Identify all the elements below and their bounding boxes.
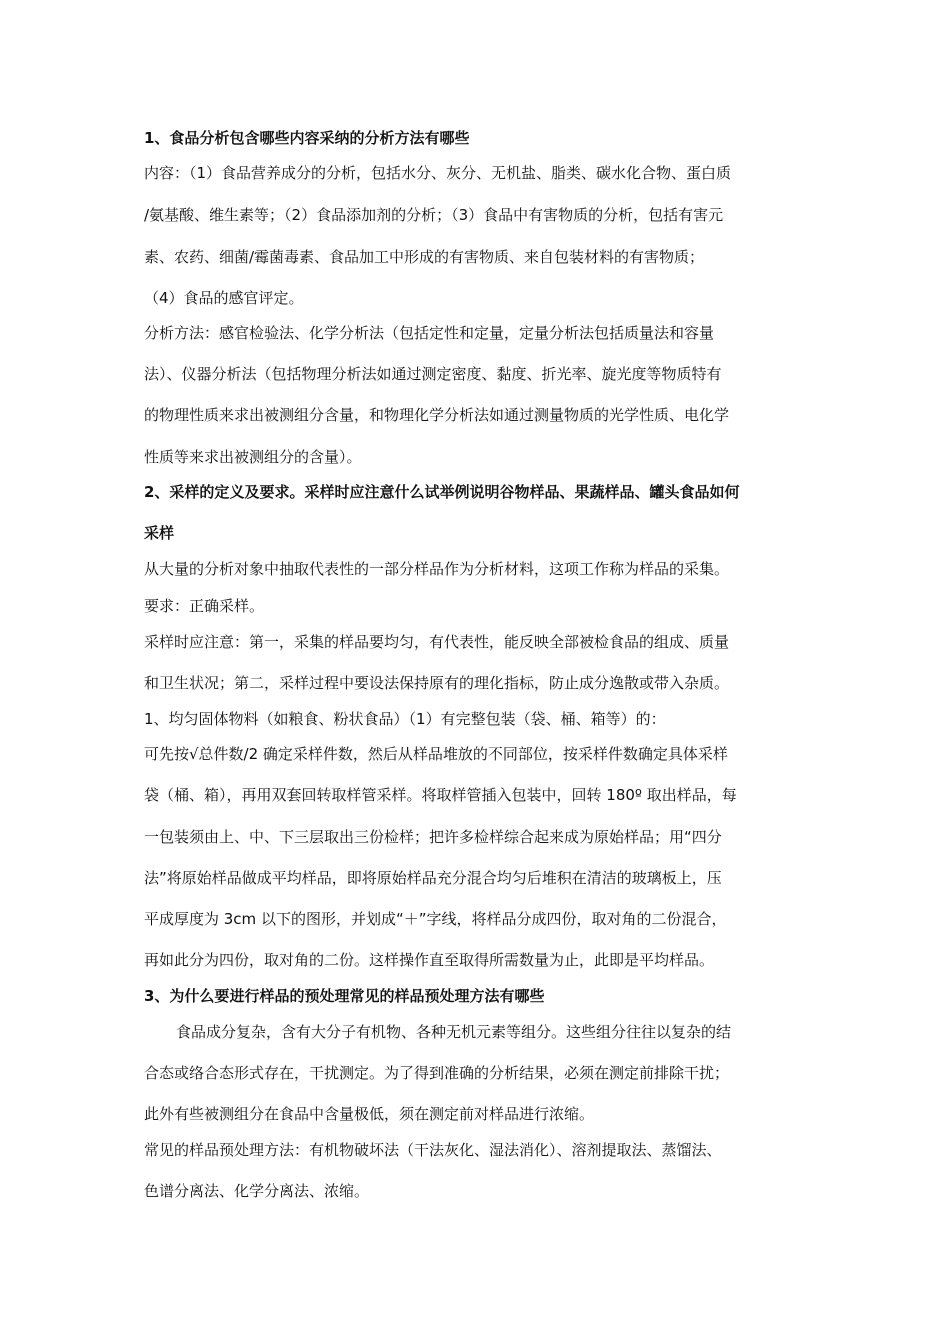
text-line: 色谱分离法、化学分离法、浓缩。 <box>144 1182 370 1200</box>
text-line: 内容：（1）食品营养成分的分析，包括水分、灰分、无机盐、脂类、碳水化合物、蛋白质 <box>144 164 732 182</box>
text-line: /氨基酸、维生素等；（2）食品添加剂的分析；（3）食品中有害物质的分析，包括有害元 <box>144 206 724 224</box>
text-line: 食品成分复杂，含有大分子有机物、各种无机元素等组分。这些组分往往以复杂的结 <box>176 1023 732 1041</box>
text-line: 一包装须由上、中、下三层取出三份检样；把许多检样综合起来成为原始样品；用“四分 <box>144 828 722 846</box>
heading-q2-cont: 采样 <box>144 524 175 542</box>
text-line: 袋（桶、箱），再用双套回转取样管采样。将取样管插入包装中，回转 180º 取出样品，每 <box>144 786 737 804</box>
text-line: 再如此分为四份，取对角的二份。这样操作直至取得所需数量为止，此即是平均样品。 <box>144 951 715 969</box>
text-line: 法”将原始样品做成平均样品，即将原始样品充分混合均匀后堆积在清洁的玻璃板上，压 <box>144 869 722 887</box>
heading-q2: 2、采样的定义及要求。采样时应注意什么试举例说明谷物样品、果蔬样品、罐头食品如何 <box>144 483 740 501</box>
text-line: 和卫生状况；第二，采样过程中要设法保持原有的理化指标，防止成分逸散或带入杂质。 <box>144 674 730 692</box>
text-line: 平成厚度为 3cm 以下的图形，并划成“＋”字线，将样品分成四份，取对角的二份混合， <box>144 910 727 928</box>
text-line: （4）食品的感官评定。 <box>144 289 304 307</box>
text-line: 1、均匀固体物料（如粮食、粉状食品）（1）有完整包装（袋、桶、箱等）的： <box>144 710 666 728</box>
text-line: 法）、仪器分析法（包括物理分析法如通过测定密度、黏度、折光率、旋光度等物质特有 <box>144 365 722 383</box>
heading-q3: 3、为什么要进行样品的预处理常见的样品预处理方法有哪些 <box>144 987 545 1005</box>
text-line: 可先按√总件数/2 确定采样件数，然后从样品堆放的不同部位，按采样件数确定具体采样 <box>144 745 728 763</box>
text-line: 合态或络合态形式存在，干扰测定。为了得到准确的分析结果，必须在测定前排除干扰； <box>144 1064 730 1082</box>
heading-q1: 1、食品分析包含哪些内容采纳的分析方法有哪些 <box>144 129 470 147</box>
text-line: 性质等来求出被测组分的含量）。 <box>144 448 362 466</box>
text-line: 常见的样品预处理方法：有机物破坏法（干法灰化、湿法消化）、溶剂提取法、蒸馏法、 <box>144 1141 722 1159</box>
text-line: 要求：正确采样。 <box>144 597 265 615</box>
text-line: 的物理性质来求出被测组分含量，和物理化学分析法如通过测量物质的光学性质、电化学 <box>144 406 730 424</box>
text-line: 从大量的分析对象中抽取代表性的一部分样品作为分析材料，这项工作称为样品的采集。 <box>144 560 730 578</box>
text-line: 采样时应注意：第一，采集的样品要均匀，有代表性，能反映全部被检食品的组成、质量 <box>144 633 730 651</box>
text-line: 素、农药、细菌/霉菌毒素、食品加工中形成的有害物质、来自包装材料的有害物质； <box>144 248 705 266</box>
text-line: 此外有些被测组分在食品中含量极低，须在测定前对样品进行浓缩。 <box>144 1105 595 1123</box>
text-line: 分析方法：感官检验法、化学分析法（包括定性和定量，定量分析法包括质量法和容量 <box>144 324 715 342</box>
